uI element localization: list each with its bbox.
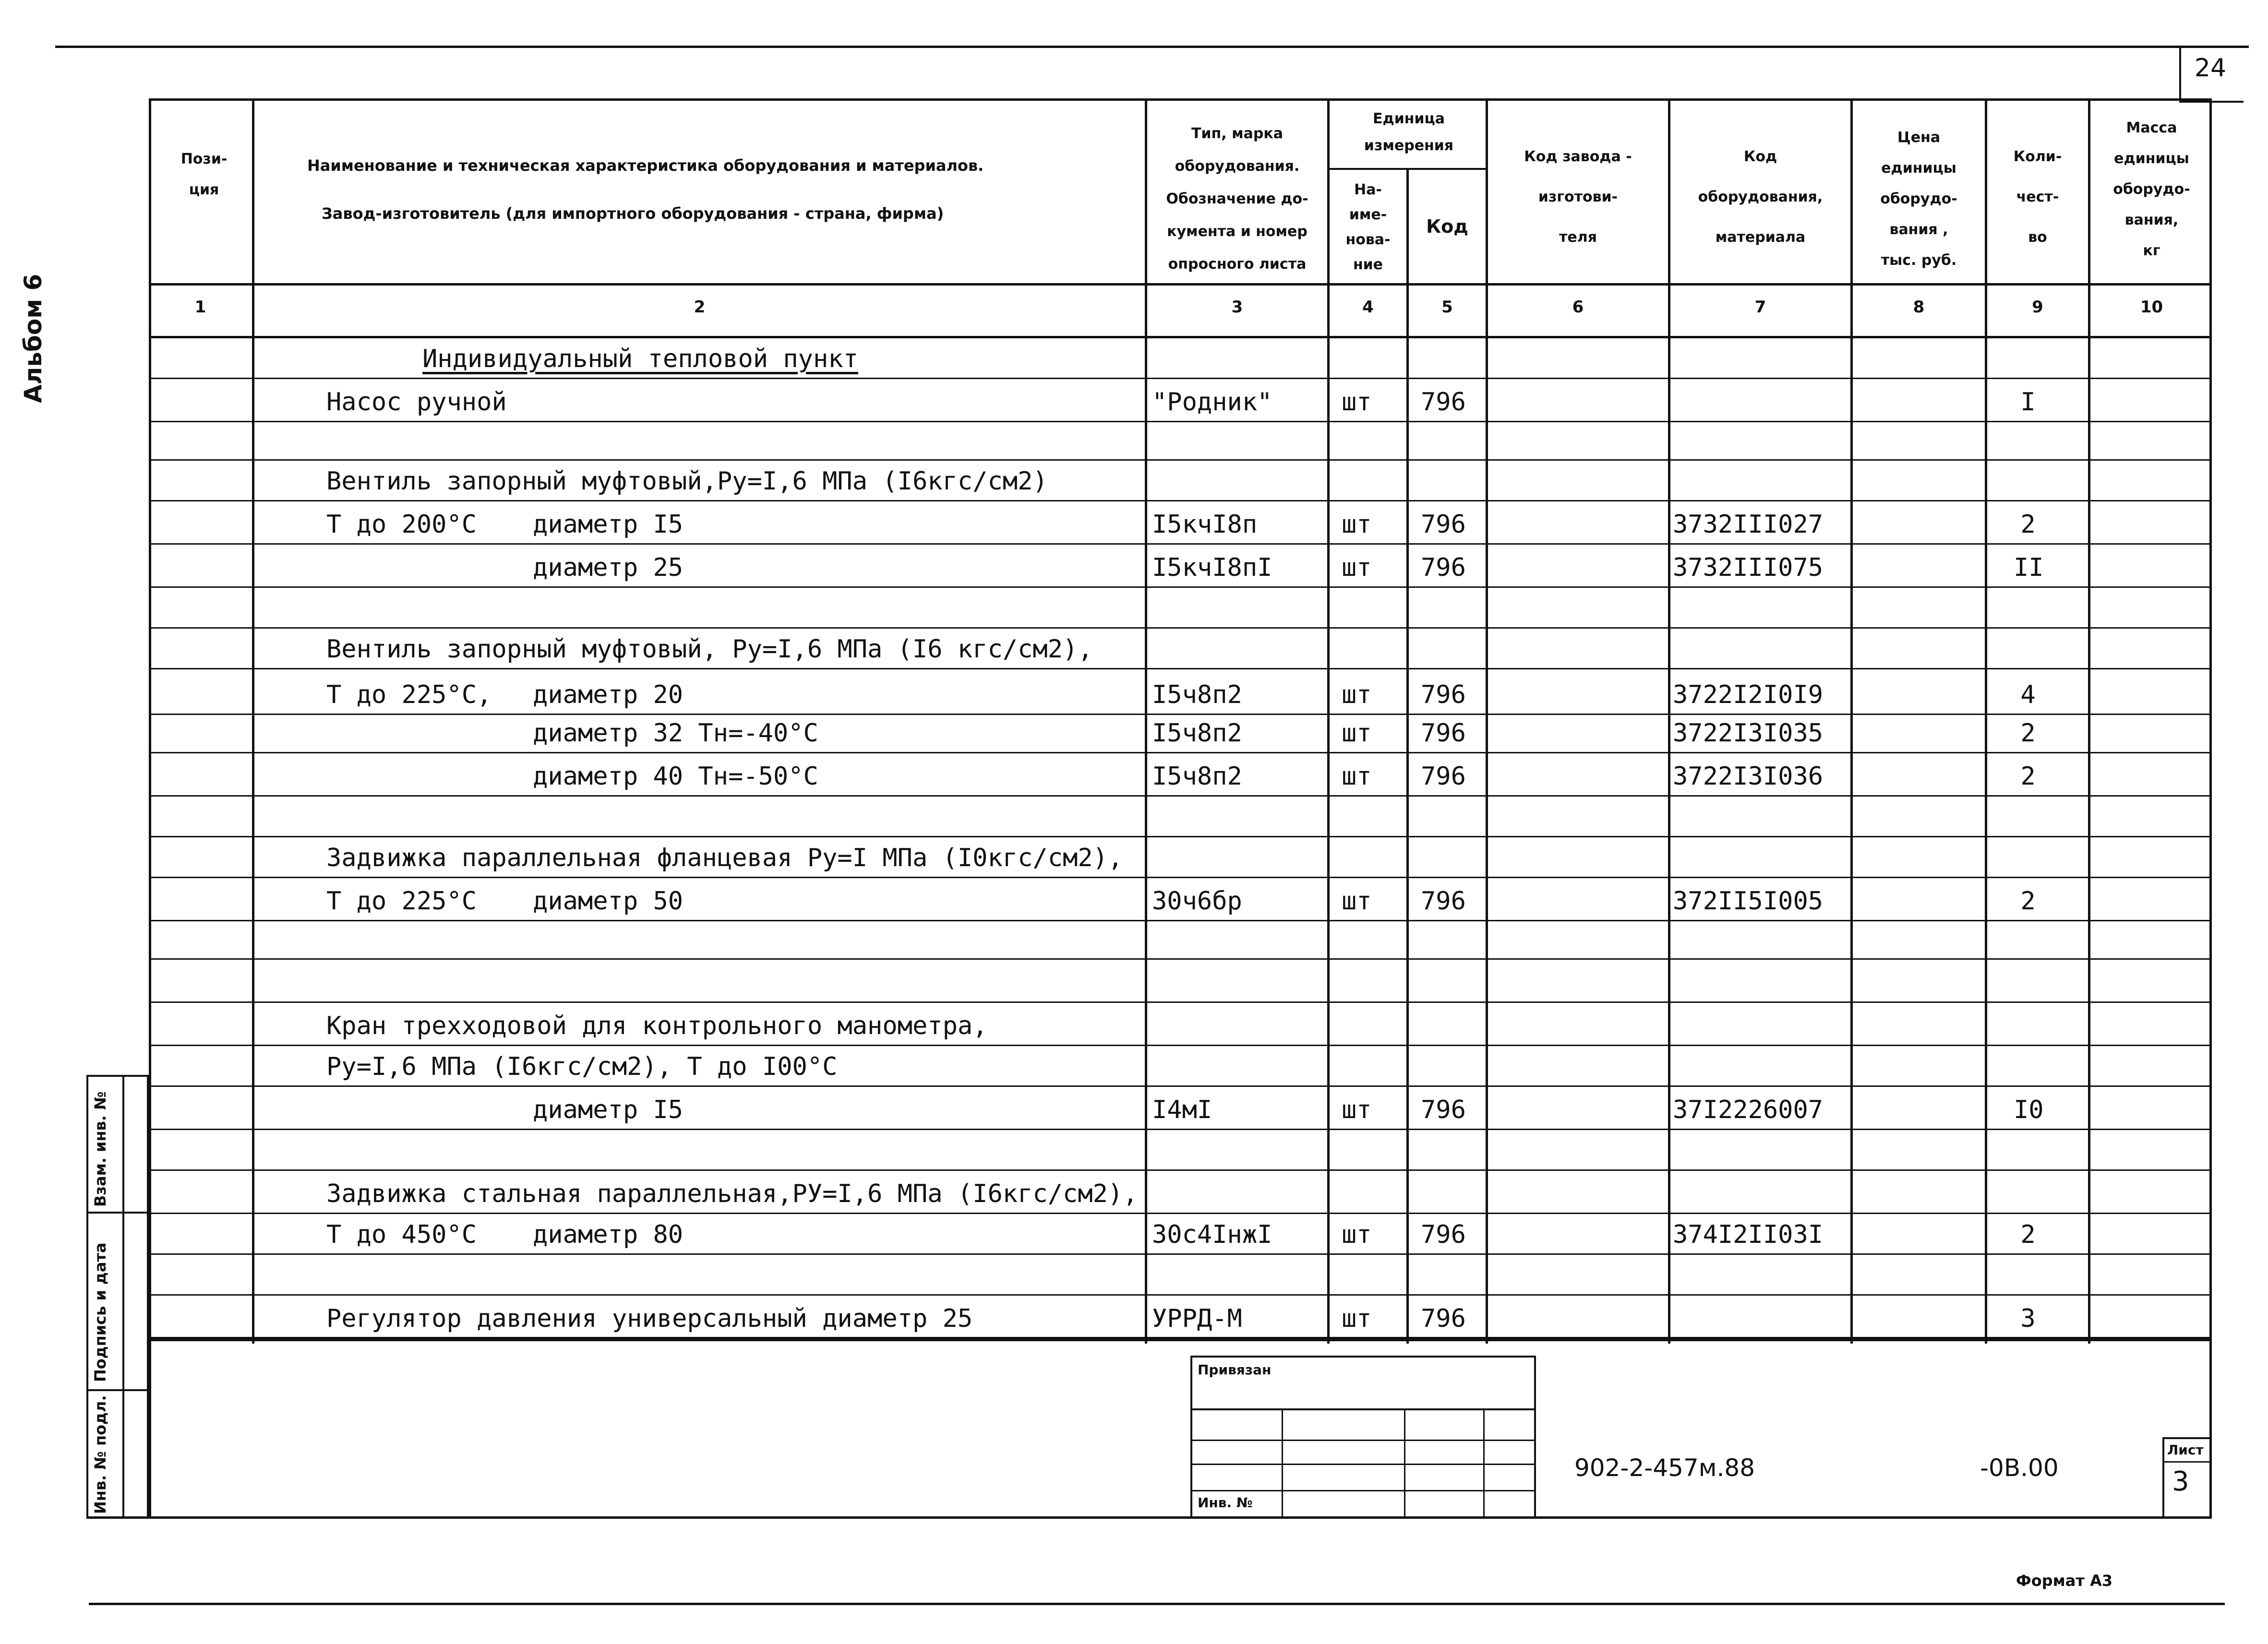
header-bottom-line <box>149 283 2212 286</box>
format-label: Формат А3 <box>2016 1572 2113 1590</box>
table-row <box>149 1171 2212 1214</box>
colnum-1: 1 <box>194 298 206 317</box>
row-equip: 372II5I005 <box>1673 887 1824 916</box>
row-code: 796 <box>1421 719 1466 748</box>
table-row <box>149 921 2212 960</box>
row-qty: 2 <box>2020 1220 2036 1249</box>
row-code: 796 <box>1421 1304 1466 1333</box>
colnum-8: 8 <box>1913 298 1925 317</box>
table-row <box>149 837 2212 878</box>
header-c7: Код оборудования, материала <box>1698 148 1823 246</box>
list-number: 3 <box>2172 1466 2189 1497</box>
row-name: Регулятор давления универсальный диаметр 25 <box>326 1304 973 1333</box>
row-name2: диаметр 80 <box>533 1220 684 1249</box>
table-row <box>149 1046 2212 1087</box>
side-label-vzam: Взам. инв. № <box>91 1091 109 1207</box>
tb-v3 <box>1483 1408 1485 1519</box>
row-code: 796 <box>1421 1096 1466 1124</box>
row-type: I5кчI8пI <box>1152 553 1272 582</box>
side-stamp-h1 <box>86 1212 149 1214</box>
row-unit: шт <box>1342 388 1372 417</box>
colnum-2: 2 <box>694 298 706 317</box>
header-c6: Код завода - изготови- теля <box>1524 148 1632 246</box>
row-code: 796 <box>1421 388 1466 417</box>
table-row <box>149 379 2212 422</box>
row-name: Кран трехходовой для контрольного манометра, <box>326 1012 988 1040</box>
row-qty: 2 <box>2020 510 2036 539</box>
header-c3: Тип, марка оборудования. Обозначение до- кумента и номер опросного листа <box>1166 125 1308 273</box>
header-c10: Масса единицы оборудо- вания, кг <box>2113 119 2190 259</box>
table-row <box>149 501 2212 545</box>
header-c5: Код <box>1426 216 1468 237</box>
colnum-7: 7 <box>1754 298 1766 317</box>
table-row <box>149 797 2212 837</box>
table-row <box>149 1296 2212 1339</box>
frame-bottom <box>86 1516 2212 1519</box>
row-unit: шт <box>1342 887 1372 916</box>
header-c9: Коли- чест- во <box>2013 148 2062 246</box>
row-name: Ру=I,6 МПа (I6кгс/см2), Т до I00°С <box>326 1052 838 1081</box>
row-qty: II <box>2014 553 2044 582</box>
row-name: Вентиль запорный муфтовый,Ру=I,6 МПа (I6кгс/см2) <box>326 467 1048 496</box>
table-row <box>149 461 2212 501</box>
row-name: Задвижка параллельная фланцевая Ру=I МПа (I0кгс/см2), <box>326 844 1123 872</box>
table-row <box>149 1003 2212 1046</box>
row-code: 796 <box>1421 887 1466 916</box>
colnum-3: 3 <box>1231 298 1243 317</box>
row-unit: шт <box>1342 553 1372 582</box>
table-row <box>149 629 2212 669</box>
row-qty: 2 <box>2020 887 2036 916</box>
row-equip: 3722I2I0I9 <box>1673 680 1824 709</box>
row-name2: диаметр I5 <box>533 510 684 539</box>
table-row <box>149 338 2212 379</box>
list-box-split <box>2162 1461 2212 1463</box>
header-c4: На- име- нова- ние <box>1345 181 1391 273</box>
tb-v2 <box>1404 1408 1405 1519</box>
row-unit: шт <box>1342 1096 1372 1124</box>
colnum-10: 10 <box>2140 298 2163 317</box>
side-stamp-split <box>122 1075 124 1519</box>
colnum-6: 6 <box>1572 298 1584 317</box>
side-stamp-h2 <box>86 1389 149 1391</box>
album-label: Альбом 6 <box>19 274 47 403</box>
sheet-number-top: 24 <box>2194 54 2227 83</box>
row-name2: диаметр I5 <box>533 1096 684 1124</box>
row-equip: 3722I3I036 <box>1673 762 1824 791</box>
colnum-5: 5 <box>1441 298 1453 317</box>
side-label-podpis: Подпись и дата <box>91 1242 109 1382</box>
colnum-4: 4 <box>1362 298 1374 317</box>
row-type: I5кчI8п <box>1152 510 1258 539</box>
header-c8: Цена единицы оборудо- вания , тыс. руб. <box>1880 129 1957 269</box>
row-name: Т до 225°С, <box>326 680 492 709</box>
row-name: Т до 200°С <box>326 510 477 539</box>
row-qty: 2 <box>2020 719 2036 748</box>
table-row <box>149 1130 2212 1171</box>
row-unit: шт <box>1342 1304 1372 1333</box>
header-c2: Наименование и техническая характеристика оборудования и материалов. Завод-изготовитель (для импортного оборудования - страна, фирма) <box>307 156 984 223</box>
table-row <box>149 753 2212 797</box>
document-code: 902-2-457м.88 <box>1574 1454 1755 1482</box>
table-row <box>149 588 2212 629</box>
bottom-border-line <box>89 1603 2225 1605</box>
table-row <box>149 878 2212 921</box>
row-qty: 4 <box>2020 680 2036 709</box>
row-type: I5ч8п2 <box>1152 680 1242 709</box>
row-qty: 3 <box>2020 1304 2036 1333</box>
row-name2: диаметр 20 <box>533 680 684 709</box>
row-code: 796 <box>1421 680 1466 709</box>
row-qty: I0 <box>2014 1096 2044 1124</box>
row-equip: 3732III027 <box>1673 510 1824 539</box>
table-row <box>149 545 2212 588</box>
row-qty: 2 <box>2020 762 2036 791</box>
header-c45: Единица измерения <box>1364 110 1454 154</box>
row-name: Т до 450°С <box>326 1220 477 1249</box>
colnum-9: 9 <box>2032 298 2043 317</box>
top-border-line <box>55 46 2249 48</box>
row-type: 30с4IнжI <box>1152 1220 1272 1249</box>
row-equip: 374I2II03I <box>1673 1220 1824 1249</box>
title-block-inv-no: Инв. № <box>1198 1495 1253 1511</box>
row-unit: шт <box>1342 1220 1372 1249</box>
row-type: "Родник" <box>1152 388 1272 417</box>
table-row <box>149 1214 2212 1255</box>
header-c1: Пози- ция <box>180 151 228 198</box>
frame-left-bottom <box>149 1339 151 1519</box>
row-name2: диаметр 25 <box>533 553 684 582</box>
table-row <box>149 669 2212 715</box>
row-type: I5ч8п2 <box>1152 719 1242 748</box>
row-code: 796 <box>1421 1220 1466 1249</box>
row-qty: I <box>2020 388 2036 417</box>
row-name2: диаметр 40 Тн=-50°С <box>533 762 818 791</box>
row-unit: шт <box>1342 762 1372 791</box>
row-name: Вентиль запорный муфтовый, Ру=I,6 МПа (I6 кгс/см2), <box>326 635 1093 664</box>
row-code: 796 <box>1421 762 1466 791</box>
side-label-invpodl: Инв. № подл. <box>91 1395 109 1514</box>
table-row <box>149 715 2212 753</box>
table-row <box>149 1255 2212 1296</box>
list-label: Лист <box>2167 1442 2204 1458</box>
row-type: 30ч6бр <box>1152 887 1242 916</box>
row-name: Т до 225°С <box>326 887 477 916</box>
tb-v1 <box>1282 1408 1283 1519</box>
row-equip: 3722I3I035 <box>1673 719 1824 748</box>
row-type: УРРД-М <box>1152 1304 1242 1333</box>
row-unit: шт <box>1342 719 1372 748</box>
row-equip: 37I2226007 <box>1673 1096 1824 1124</box>
row-equip: 3732III075 <box>1673 553 1824 582</box>
row-name: Индивидуальный тепловой пункт <box>422 345 858 373</box>
document-suffix: -0В.00 <box>1980 1454 2059 1482</box>
table-row <box>149 960 2212 1003</box>
row-type: I5ч8п2 <box>1152 762 1242 791</box>
row-unit: шт <box>1342 680 1372 709</box>
row-type: I4мI <box>1152 1096 1212 1124</box>
row-code: 796 <box>1421 510 1466 539</box>
table-row <box>149 422 2212 461</box>
row-name2: диаметр 50 <box>533 887 684 916</box>
title-block-privyazan: Привязан <box>1198 1362 1272 1378</box>
row-name2: диаметр 32 Тн=-40°С <box>533 719 818 748</box>
table-row <box>149 1087 2212 1130</box>
row-unit: шт <box>1342 510 1372 539</box>
table-bottom-line <box>149 1339 2212 1341</box>
row-code: 796 <box>1421 553 1466 582</box>
row-name: Задвижка стальная параллельная,РУ=I,6 МПа (I6кгс/см2), <box>326 1179 1138 1208</box>
row-name: Насос ручной <box>326 388 507 417</box>
